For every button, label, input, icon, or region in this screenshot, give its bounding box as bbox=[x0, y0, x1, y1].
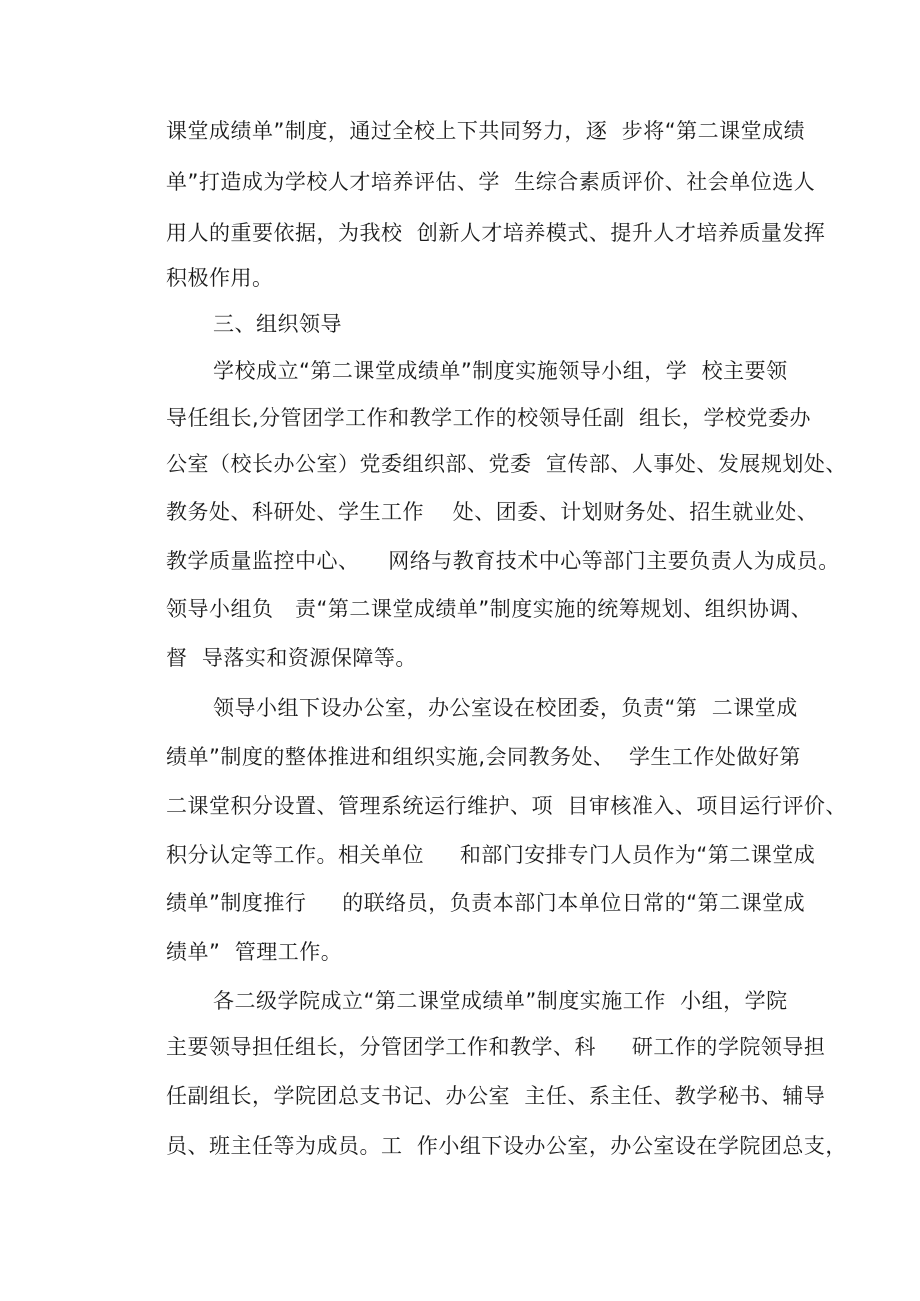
section-heading: 三、组织领导 bbox=[213, 312, 342, 336]
text-line-15: 二课堂积分设置、管理系统运行维护、项 目审核准入、项目运行评价、 bbox=[166, 794, 847, 818]
text-line-21: 任副组长，学院团总支书记、办公室 主任、系主任、教学秘书、辅导 bbox=[166, 1084, 826, 1108]
text-line-8: 公室（校长办公室）党委组织部、党委 宣传部、人事处、发展规划处、 bbox=[166, 452, 847, 476]
text-line-11: 领导小组负 责“第二课堂成绩单”制度实施的统筹规划、组织协调、 bbox=[166, 597, 813, 621]
text-line-14: 绩单”制度的整体推进和组织实施,会同教务处、 学生工作处做好第 bbox=[166, 745, 801, 769]
text-line-10: 教学质量监控中心、 网络与教育技术中心等部门主要负责人为成员。 bbox=[166, 549, 840, 573]
text-line-17: 绩单”制度推行 的联络员，负责本部门本单位日常的“第二课堂成 bbox=[166, 891, 806, 915]
text-line-20: 主要领导担任组长，分管团学工作和教学、科 研工作的学院领导担 bbox=[166, 1035, 826, 1059]
text-line-18: 绩单” 管理工作。 bbox=[166, 940, 343, 964]
text-line-9: 教务处、科研处、学生工作 处、团委、计划财务处、招生就业处、 bbox=[166, 500, 819, 524]
text-line-13: 领导小组下设办公室，办公室设在校团委，负责“第 二课堂成 bbox=[213, 696, 798, 720]
text-line-3: 用人的重要依据，为我校 创新人才培养模式、提升人才培养质量发挥 bbox=[166, 221, 826, 245]
text-line-4: 积极作用。 bbox=[166, 266, 274, 290]
text-line-12: 督 导落实和资源保障等。 bbox=[166, 646, 417, 670]
text-line-2: 单”打造成为学校人才培养评估、学 生综合素质评价、社会单位选人 bbox=[166, 170, 816, 194]
text-line-19: 各二级学院成立“第二课堂成绩单”制度实施工作 小组，学院 bbox=[213, 989, 788, 1013]
text-line-7: 导任组长,分管团学工作和教学工作的校领导任副 组长，学校党委办 bbox=[166, 406, 812, 430]
text-line-22: 员、班主任等为成员。工 作小组下设办公室，办公室设在学院团总支， bbox=[166, 1134, 847, 1158]
text-line-1: 课堂成绩单”制度，通过全校上下共同努力，逐 步将“第二课堂成绩 bbox=[166, 119, 806, 143]
text-line-16: 积分认定等工作。相关单位 和部门安排专门人员作为“第二课堂成 bbox=[166, 843, 816, 867]
text-line-6: 学校成立“第二课堂成绩单”制度实施领导小组，学 校主要领 bbox=[213, 359, 788, 383]
